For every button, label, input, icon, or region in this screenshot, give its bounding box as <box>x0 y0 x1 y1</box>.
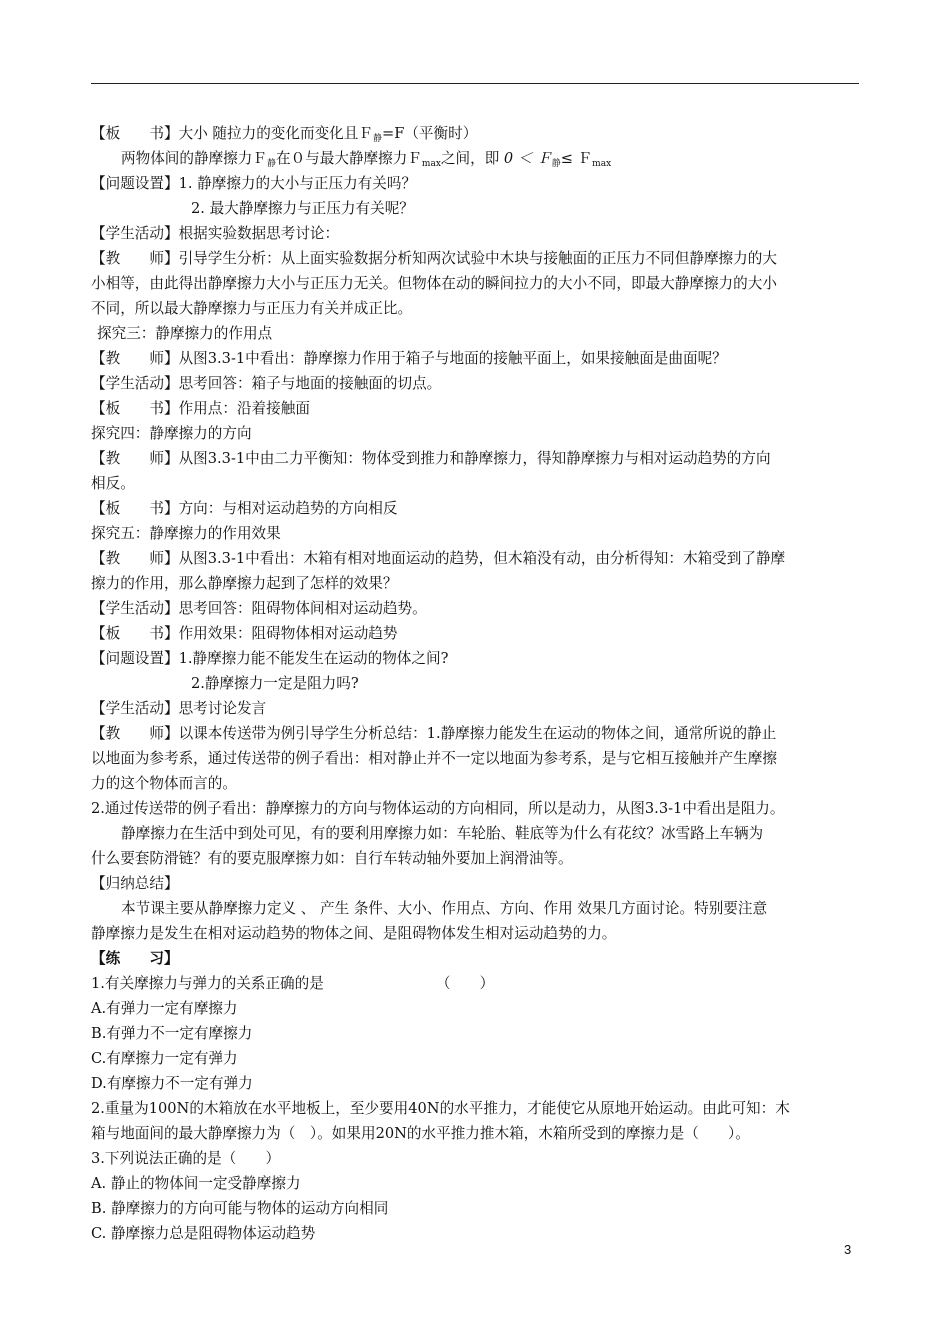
paragraph-line: 相反。 <box>91 475 135 492</box>
board-line: 【板 书】作用点：沿着接触面 <box>91 400 310 417</box>
exercise-option: D.有摩擦力不一定有弹力 <box>91 1075 253 1092</box>
question-line: 2.静摩擦力一定是阻力吗? <box>191 675 359 692</box>
teacher-line: 【教 师】从图3.3-1中由二力平衡知：物体受到推力和静摩擦力，得知静摩擦力与相对运动趋势的方向 <box>91 450 771 467</box>
exercise-option: A. 静止的物体间一定受静摩擦力 <box>91 1175 301 1192</box>
exercise-question: 1.有关摩擦力与弹力的关系正确的是 （ ） <box>91 975 495 992</box>
paragraph-line: 不同，所以最大静摩擦力与正压力有关并成正比。 <box>91 300 413 317</box>
paragraph-line: 小相等，由此得出静摩擦力大小与正压力无关。但物体在动的瞬间拉力的大小不同，即最大静摩擦力的大小 <box>91 275 777 292</box>
paragraph-line: 擦力的作用，那么静摩擦力起到了怎样的效果？ <box>91 575 398 592</box>
paragraph-line: 静摩擦力是发生在相对运动趋势的物体之间、是阻碍物体发生相对运动趋势的力。 <box>91 925 617 942</box>
paragraph-line: 静摩擦力在生活中到处可见，有的要利用摩擦力如：车轮胎、鞋底等为什么有花纹？冰雪路上车辆为 <box>121 825 764 842</box>
exercise-option: B.有弹力不一定有摩擦力 <box>91 1025 253 1042</box>
page-number: 3 <box>844 1242 852 1257</box>
student-activity-line: 【学生活动】根据实验数据思考讨论： <box>91 225 340 242</box>
exercise-option: C.有摩擦力一定有弹力 <box>91 1050 238 1067</box>
board-line: 【板 书】作用效果：阻碍物体相对运动趋势 <box>91 625 398 642</box>
exercise-question: 2.重量为100N的木箱放在水平地板上，至少要用40N的水平推力，才能使它从原地开始运动。由此可知：木 <box>91 1100 790 1117</box>
static-friction-range-line: 两物体间的静摩擦力Ｆ$_静$在０与最大静摩擦力Ｆ$_{max}$之间，即 0 ＜ Ｆ$_静$≤ Ｆ$_{max}$ <box>121 150 612 169</box>
student-activity-line: 【学生活动】思考回答：阻碍物体间相对运动趋势。 <box>91 600 427 617</box>
student-activity-line: 【学生活动】思考讨论发言 <box>91 700 267 717</box>
document-body <box>91 121 861 1246</box>
exercise-option: A.有弹力一定有摩擦力 <box>91 1000 238 1017</box>
teacher-line: 【教 师】从图3.3-1中看出：静摩擦力作用于箱子与地面的接触平面上，如果接触面是曲面呢？ <box>91 350 727 367</box>
paragraph-line: 2.通过传送带的例子看出：静摩擦力的方向与物体运动的方向相同，所以是动力，从图3.3-1中看出是阻力。 <box>91 800 785 817</box>
header-rule <box>91 83 859 84</box>
question-line: 【问题设置】1.静摩擦力能不能发生在运动的物体之间? <box>91 650 449 667</box>
summary-heading: 【归纳总结】 <box>91 875 179 892</box>
exercise-heading: 【练 习】 <box>91 950 179 967</box>
paragraph-line: 以地面为参考系，通过传送带的例子看出：相对静止并不一定以地面为参考系，是与它相互接触并产生摩擦 <box>91 750 777 767</box>
teacher-line: 【教 师】引导学生分析：从上面实验数据分析知两次试验中木块与接触面的正压力不同但静摩擦力的大 <box>91 250 777 267</box>
paragraph-line: 什么要套防滑链？有的要克服摩擦力如：自行车转动轴外要加上润滑油等。 <box>91 850 573 867</box>
section-heading: 探究四：静摩擦力的方向 <box>91 425 252 442</box>
teacher-line: 【教 师】从图3.3-1中看出：木箱有相对地面运动的趋势，但木箱没有动，由分析得知：木箱受到了静摩 <box>91 550 786 567</box>
exercise-question: 箱与地面间的最大静摩擦力为（ ）。如果用20N的水平推力推木箱，木箱所受到的摩擦力是（ ）。 <box>91 1125 750 1142</box>
paragraph-line: 本节课主要从静摩擦力定义 、 产生 条件、大小、作用点、方向、作用 效果几方面讨论。特别要注意 <box>121 900 768 917</box>
section-heading: 探究五：静摩擦力的作用效果 <box>91 525 281 542</box>
student-activity-line: 【学生活动】思考回答：箱子与地面的接触面的切点。 <box>91 375 442 392</box>
question-line: 【问题设置】1. 静摩擦力的大小与正压力有关吗？ <box>91 175 417 192</box>
exercise-option: B. 静摩擦力的方向可能与物体的运动方向相同 <box>91 1200 389 1217</box>
exercise-question: 3.下列说法正确的是（ ） <box>91 1150 281 1167</box>
exercise-option: C. 静摩擦力总是阻碍物体运动趋势 <box>91 1225 316 1242</box>
section-heading: 探究三：静摩擦力的作用点 <box>97 325 273 342</box>
teacher-line: 【教 师】以课本传送带为例引导学生分析总结：1.静摩擦力能发生在运动的物体之间，通常所说的静止 <box>91 725 777 742</box>
board-line-size: 【板 书】大小 随拉力的变化而变化且Ｆ$_静$=F（平衡时） <box>91 125 478 144</box>
question-line: 2. 最大静摩擦力与正压力有关呢？ <box>191 200 414 217</box>
board-line: 【板 书】方向：与相对运动趋势的方向相反 <box>91 500 398 517</box>
paragraph-line: 力的这个物体而言的。 <box>91 775 237 792</box>
